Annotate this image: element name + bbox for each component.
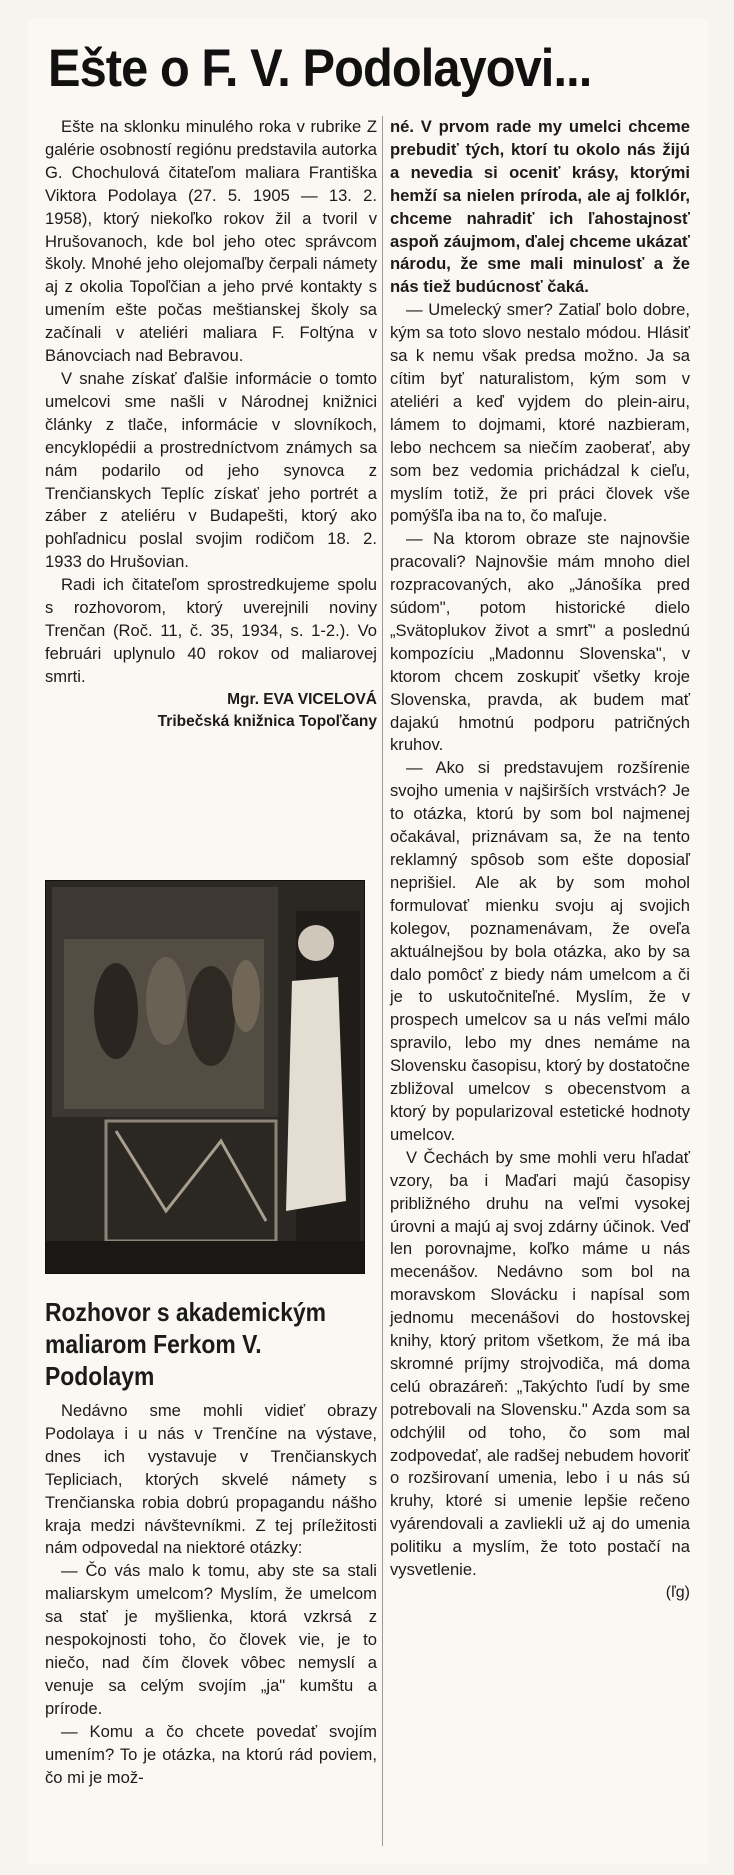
interview-subheadline: Rozhovor s akademickým maliarom Ferkom V. Podolaym xyxy=(45,1297,327,1391)
interview-column-right xyxy=(390,116,690,1605)
interview-paragraph: — Komu a čo chcete povedať svojím umením? To je otázka, na ktorú rád poviem, čo mi je mož- xyxy=(45,1721,377,1787)
intro-paragraph: Ešte na sklonku minulého roka v rubrike Z galérie osobností regiónu predstavila autorka G. Chochulová čitateľom maliara Františka Viktora Podolaya (27. 5. 1905 — 13. 2. 1958), ktorý niekoľko rokov žil a tvoril v Hrušovanoch, kde bol jeho otec správcom školy. Mnohé jeho olejomaľby čerpali námety aj z okolia Topoľčian a jeho prvé kontakty s umením ešte počas meštianskej školy sa začínali v ateliéri maliara F. Foltýna v Bánovciach nad Bebravou. xyxy=(45,117,377,366)
interview-paragraph: — Ako si predstavujem rozšírenie svojho umenia v najširších vrstvách? Je to otázka, ktorú by som bol najmenej očakával, priznávam sa, že na tento reklamný spôsob som ešte doposiaľ neprišiel. Ale ak by som mohol formulovať mienku svoju aj svojich kolegov, poznamenávam, že oveľa aktuálnejšou by bola otázka, ako by sa dalo pomôcť z biedy nám umelcom a či je to uskutočniteľné. Myslím, že v prospech umelcov sa u nás veľmi málo spravilo, lebo my dnes nemáme na Slovensku časopisu, ktorý by dostatočne zbližoval umelcov s obecenstvom a ktorý by popularizoval estetické hodnoty umelcov. xyxy=(390,758,690,1144)
interview-paragraph: — Čo vás malo k tomu, aby ste sa stali maliarskym umelcom? Myslím, že umelcom sa stať je myšlienka, ktorá vzkrsá z nespokojnosti toho, čo človek vie, je to niečo, nad čím človek vôbec nemyslí a venuje sa celým svojím „ja" kumštu a prírode. xyxy=(45,1561,377,1718)
newspaper-clipping xyxy=(28,18,708,1864)
author-institution: Tribečská knižnica Topoľčany xyxy=(157,712,377,730)
intro-paragraph: Radi ich čitateľom sprostredkujeme spolu s rozhovorom, ktorý uverejnili noviny Trenčan (Roč. 11, č. 35, 1934, s. 1-2.). Vo februári uplynulo 40 rokov od maliarovej smrti. xyxy=(45,575,377,686)
intro-column xyxy=(45,116,377,733)
column-divider xyxy=(382,116,383,1846)
interview-paragraph: — Umelecký smer? Zatiaľ bolo dobre, kým sa toto slovo nestalo módou. Hlásiť sa k nemu však predsa možno. Ja sa cítim byť naturalistom, kým som v ateliéri a keď vyjdem do plein-airu, lámem to dojmami, ktoré nazbieram, lebo nechcem sa niečím zaoberať, aby som bez vedomia prichádzal k cieľu, myslím totiž, že pri práci človek vše pomýšľa iba na to, čo maľuje. xyxy=(390,300,690,526)
studio-photo-image xyxy=(46,881,364,1273)
interview-paragraph: V Čechách by sme mohli veru hľadať vzory, ba i Maďari majú časopisy približného druhu na veľmi vysokej úrovni a majú aj svoj zdárny účinok. Veď len porovnajme, koľko máme u nás mecenášov. Nedávno som bol na moravskom Slovácku i napísal som jednomu mecenášovi do hostovskej knihy, ktorý pritom všetkom, že má iba skromné príjmy strojvodiča, má doma celú obrazáreň: „Takýchto ľudí by sme potrebovali na Slovensku." Azda som sa odchýlil od toho, čo som mal zodpovedať, ale radšej nebudem hovoriť o rozširovaní umenia, lebo i u nás sú kruhy, ktoré si umenie lepšie rečeno vyárendovali a zavliekli už aj do umenia politiku a myslím, že toto postačí na vysvetlenie. xyxy=(390,1147,690,1580)
author-name: Mgr. EVA VICELOVÁ xyxy=(227,690,377,708)
studio-photo xyxy=(45,880,365,1274)
interview-column-left xyxy=(45,1400,377,1789)
intro-paragraph: V snahe získať ďalšie informácie o tomto umelcovi sme našli v Národnej knižnici články z tlače, informácie v slovníkoch, encyklopédii a prostredníctvom známych sa nám podarilo od jeho synovca z Trenčianskych Teplíc získať jeho portrét a záber z ateliéru v Budapešti, ktorý ako pohľadnicu poslal svojim rodičom 18. 2. 1933 do Hrušovian. xyxy=(45,368,377,572)
article-headline: Ešte o F. V. Podolayovi... xyxy=(48,39,592,98)
interview-paragraph-bold: né. V prvom rade my umelci chceme prebudiť tých, ktorí tu okolo nás žijú a nevedia si oceniť krásy, ktorými hemží sa nielen príroda, ale aj folklór, chceme nahradiť ich ľahostajnosť aspoň záujmom, ďalej chceme ukázať národu, že sme mali minulosť a že nás tiež budúcnosť čaká. xyxy=(390,117,690,297)
author-initials: (ľg) xyxy=(665,1584,690,1601)
interview-paragraph: Nedávno sme mohli vidieť obrazy Podolaya i u nás v Trenčíne na výstave, dnes ich vystavuje v Trenčianskych Tepliciach, ktorých skvelé námety s Trenčianska robia dobrú propagandu nášho kraja medzi návštevníkmi. Z tej príležitosti nám odpovedal na niektoré otázky: xyxy=(45,1401,377,1558)
interview-paragraph: — Na ktorom obraze ste najnovšie pracovali? Najnovšie mám mnoho diel rozpracovaných, ako „Jánošíka pred súdom", potom historické dielo „Svätoplukov život a smrť" a poslednú kompozíciu „Madonnu Slovenska", v ktorom chcem zoskupiť všetky kroje Slovenska, pravda, ak budem mať dajakú hmotnú podporu patričných kruhov. xyxy=(390,529,690,755)
